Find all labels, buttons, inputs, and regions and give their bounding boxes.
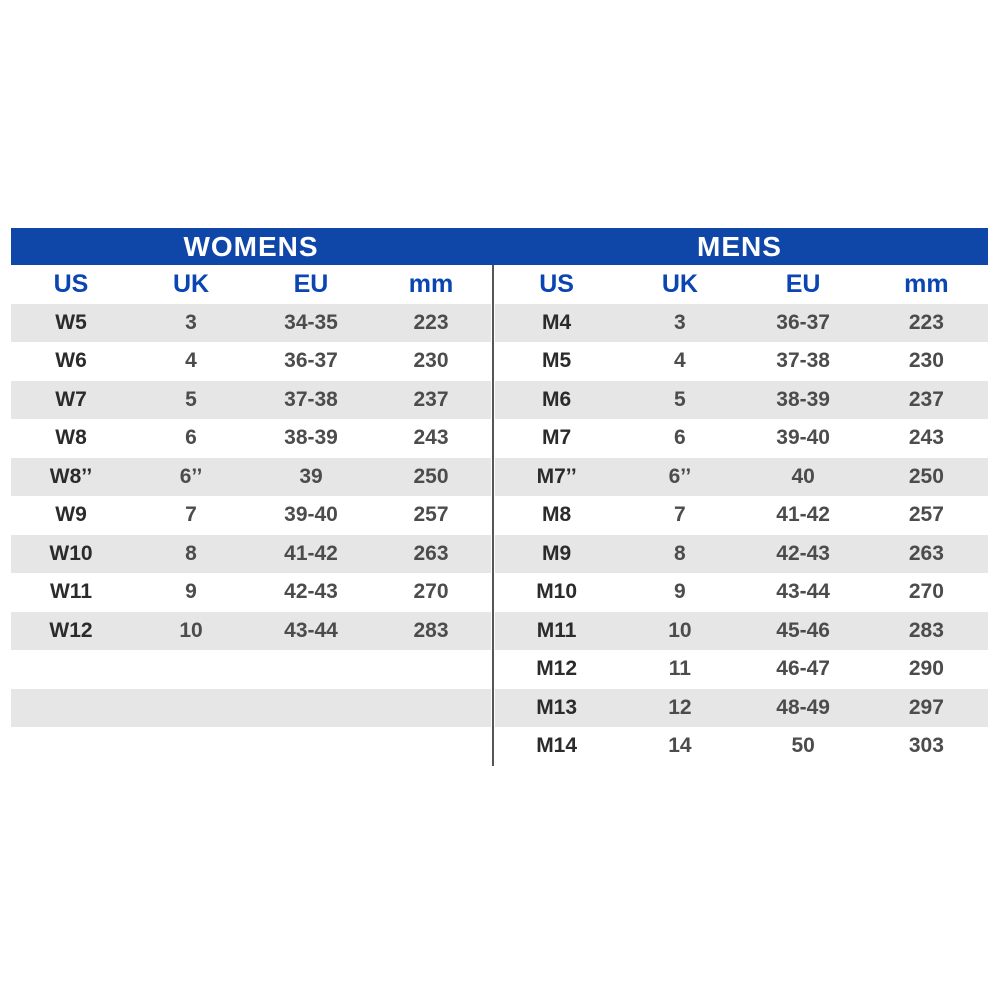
table-row <box>495 689 988 728</box>
column-header-us: US <box>53 269 89 298</box>
table-cell: 270 <box>908 580 944 604</box>
womens-section-title: WOMENS <box>183 230 319 262</box>
table-row <box>495 727 988 766</box>
table-cell: 41-42 <box>776 503 830 527</box>
table-cell: 6 <box>674 426 686 450</box>
table-cell: W8 <box>55 426 87 450</box>
table-cell: 45-46 <box>776 618 830 642</box>
table-cell: M9 <box>542 541 572 565</box>
table-row <box>11 689 491 728</box>
table-cell: 43-44 <box>284 618 338 642</box>
table-cell: 263 <box>413 541 449 565</box>
table-cell: 40 <box>791 464 815 488</box>
table-cell: 7 <box>185 503 197 527</box>
table-cell: 257 <box>413 503 449 527</box>
mens-table <box>495 265 988 766</box>
table-cell: 42-43 <box>284 580 338 604</box>
table-cell: 38-39 <box>776 387 830 411</box>
table-cell: 39-40 <box>284 503 338 527</box>
table-cell: W11 <box>49 580 93 604</box>
table-cell: 8 <box>185 541 197 565</box>
table-row <box>11 535 491 574</box>
table-cell: 12 <box>668 695 692 719</box>
table-row <box>11 612 491 651</box>
table-cell: 297 <box>908 695 944 719</box>
table-cell: 303 <box>908 734 944 758</box>
table-row <box>11 304 491 343</box>
table-cell: W5 <box>55 310 87 334</box>
column-header-uk: UK <box>661 269 698 298</box>
table-cell: M8 <box>542 503 572 527</box>
table-cell: 223 <box>413 310 449 334</box>
table-cell: M7 <box>542 426 572 450</box>
table-row <box>11 496 491 535</box>
table-cell: 3 <box>674 310 686 334</box>
womens-table <box>11 265 491 766</box>
column-header-us: US <box>539 269 574 298</box>
table-row <box>11 458 491 497</box>
table-cell: M6 <box>542 387 572 411</box>
table-cell: 230 <box>413 349 449 373</box>
table-row <box>495 612 988 651</box>
table-cell: W9 <box>55 503 87 527</box>
table-row <box>11 342 491 381</box>
table-cell: 237 <box>413 387 449 411</box>
table-cell: 10 <box>668 618 692 642</box>
table-cell: M13 <box>536 695 578 719</box>
table-cell: 237 <box>908 387 944 411</box>
table-cell: 41-42 <box>284 541 338 565</box>
table-cell: 50 <box>791 734 815 758</box>
table-row <box>495 535 988 574</box>
table-row <box>495 342 988 381</box>
table-cell: 257 <box>908 503 944 527</box>
womens-table-rows <box>11 304 491 766</box>
chart-title-bar <box>11 228 988 265</box>
table-cell: 4 <box>674 349 686 373</box>
column-header-mm: mm <box>408 269 454 298</box>
table-cell: 250 <box>413 464 449 488</box>
table-cell: 37-38 <box>776 349 830 373</box>
table-cell: 36-37 <box>284 349 338 373</box>
table-row <box>495 573 988 612</box>
table-cell: 37-38 <box>284 387 338 411</box>
table-cell: M5 <box>542 349 572 373</box>
mens-table-rows <box>495 304 988 766</box>
table-cell: 4 <box>185 349 197 373</box>
table-cell: 6’’ <box>179 464 203 488</box>
table-cell: M4 <box>542 310 572 334</box>
table-cell: 3 <box>185 310 197 334</box>
table-cell: 290 <box>908 657 944 681</box>
mens-column-headers <box>495 265 988 304</box>
column-header-eu: EU <box>293 269 329 298</box>
table-cell: 34-35 <box>284 310 338 334</box>
table-cell: M14 <box>536 734 578 758</box>
column-header-eu: EU <box>785 269 821 298</box>
table-cell: 283 <box>908 618 944 642</box>
table-row <box>11 727 491 766</box>
table-cell: 250 <box>908 464 944 488</box>
table-cell: 263 <box>908 541 944 565</box>
mens-section-title: MENS <box>697 230 782 262</box>
table-cell: W6 <box>55 349 87 373</box>
table-cell: M11 <box>536 618 577 642</box>
table-cell: 7 <box>674 503 686 527</box>
table-row <box>495 381 988 420</box>
table-row <box>495 458 988 497</box>
table-cell: M7’’ <box>536 464 577 488</box>
section-divider <box>492 265 494 766</box>
table-row <box>11 650 491 689</box>
table-cell: 43-44 <box>776 580 830 604</box>
table-cell: 39-40 <box>776 426 830 450</box>
table-cell: 39 <box>299 464 323 488</box>
table-cell: 9 <box>674 580 686 604</box>
table-cell: 5 <box>674 387 686 411</box>
table-cell: 5 <box>185 387 197 411</box>
womens-column-headers <box>11 265 491 304</box>
table-cell: 36-37 <box>776 310 830 334</box>
table-row <box>495 419 988 458</box>
table-row <box>11 381 491 420</box>
table-cell: 243 <box>413 426 449 450</box>
column-header-uk: UK <box>172 269 210 298</box>
table-cell: 10 <box>179 618 203 642</box>
table-cell: 230 <box>908 349 944 373</box>
table-row <box>495 496 988 535</box>
table-cell: 11 <box>668 657 691 681</box>
table-cell: 14 <box>668 734 692 758</box>
table-cell: M12 <box>536 657 578 681</box>
chart-body <box>11 265 988 766</box>
table-cell: W10 <box>49 541 93 565</box>
table-row <box>11 573 491 612</box>
table-cell: 38-39 <box>284 426 338 450</box>
table-cell: 270 <box>413 580 449 604</box>
shoe-size-chart <box>11 228 988 766</box>
table-cell: W12 <box>49 618 93 642</box>
table-row <box>11 419 491 458</box>
table-cell: W8’’ <box>49 464 93 488</box>
table-cell: W7 <box>55 387 87 411</box>
table-cell: 42-43 <box>776 541 830 565</box>
table-cell: 223 <box>908 310 944 334</box>
table-cell: 48-49 <box>776 695 830 719</box>
table-cell: M10 <box>536 580 578 604</box>
table-cell: 283 <box>413 618 449 642</box>
table-cell: 243 <box>908 426 944 450</box>
table-cell: 6 <box>185 426 197 450</box>
column-header-mm: mm <box>904 269 949 298</box>
table-cell: 8 <box>674 541 686 565</box>
table-row <box>495 304 988 343</box>
table-cell: 9 <box>185 580 197 604</box>
table-cell: 46-47 <box>776 657 830 681</box>
table-row <box>495 650 988 689</box>
table-cell: 6’’ <box>668 464 692 488</box>
